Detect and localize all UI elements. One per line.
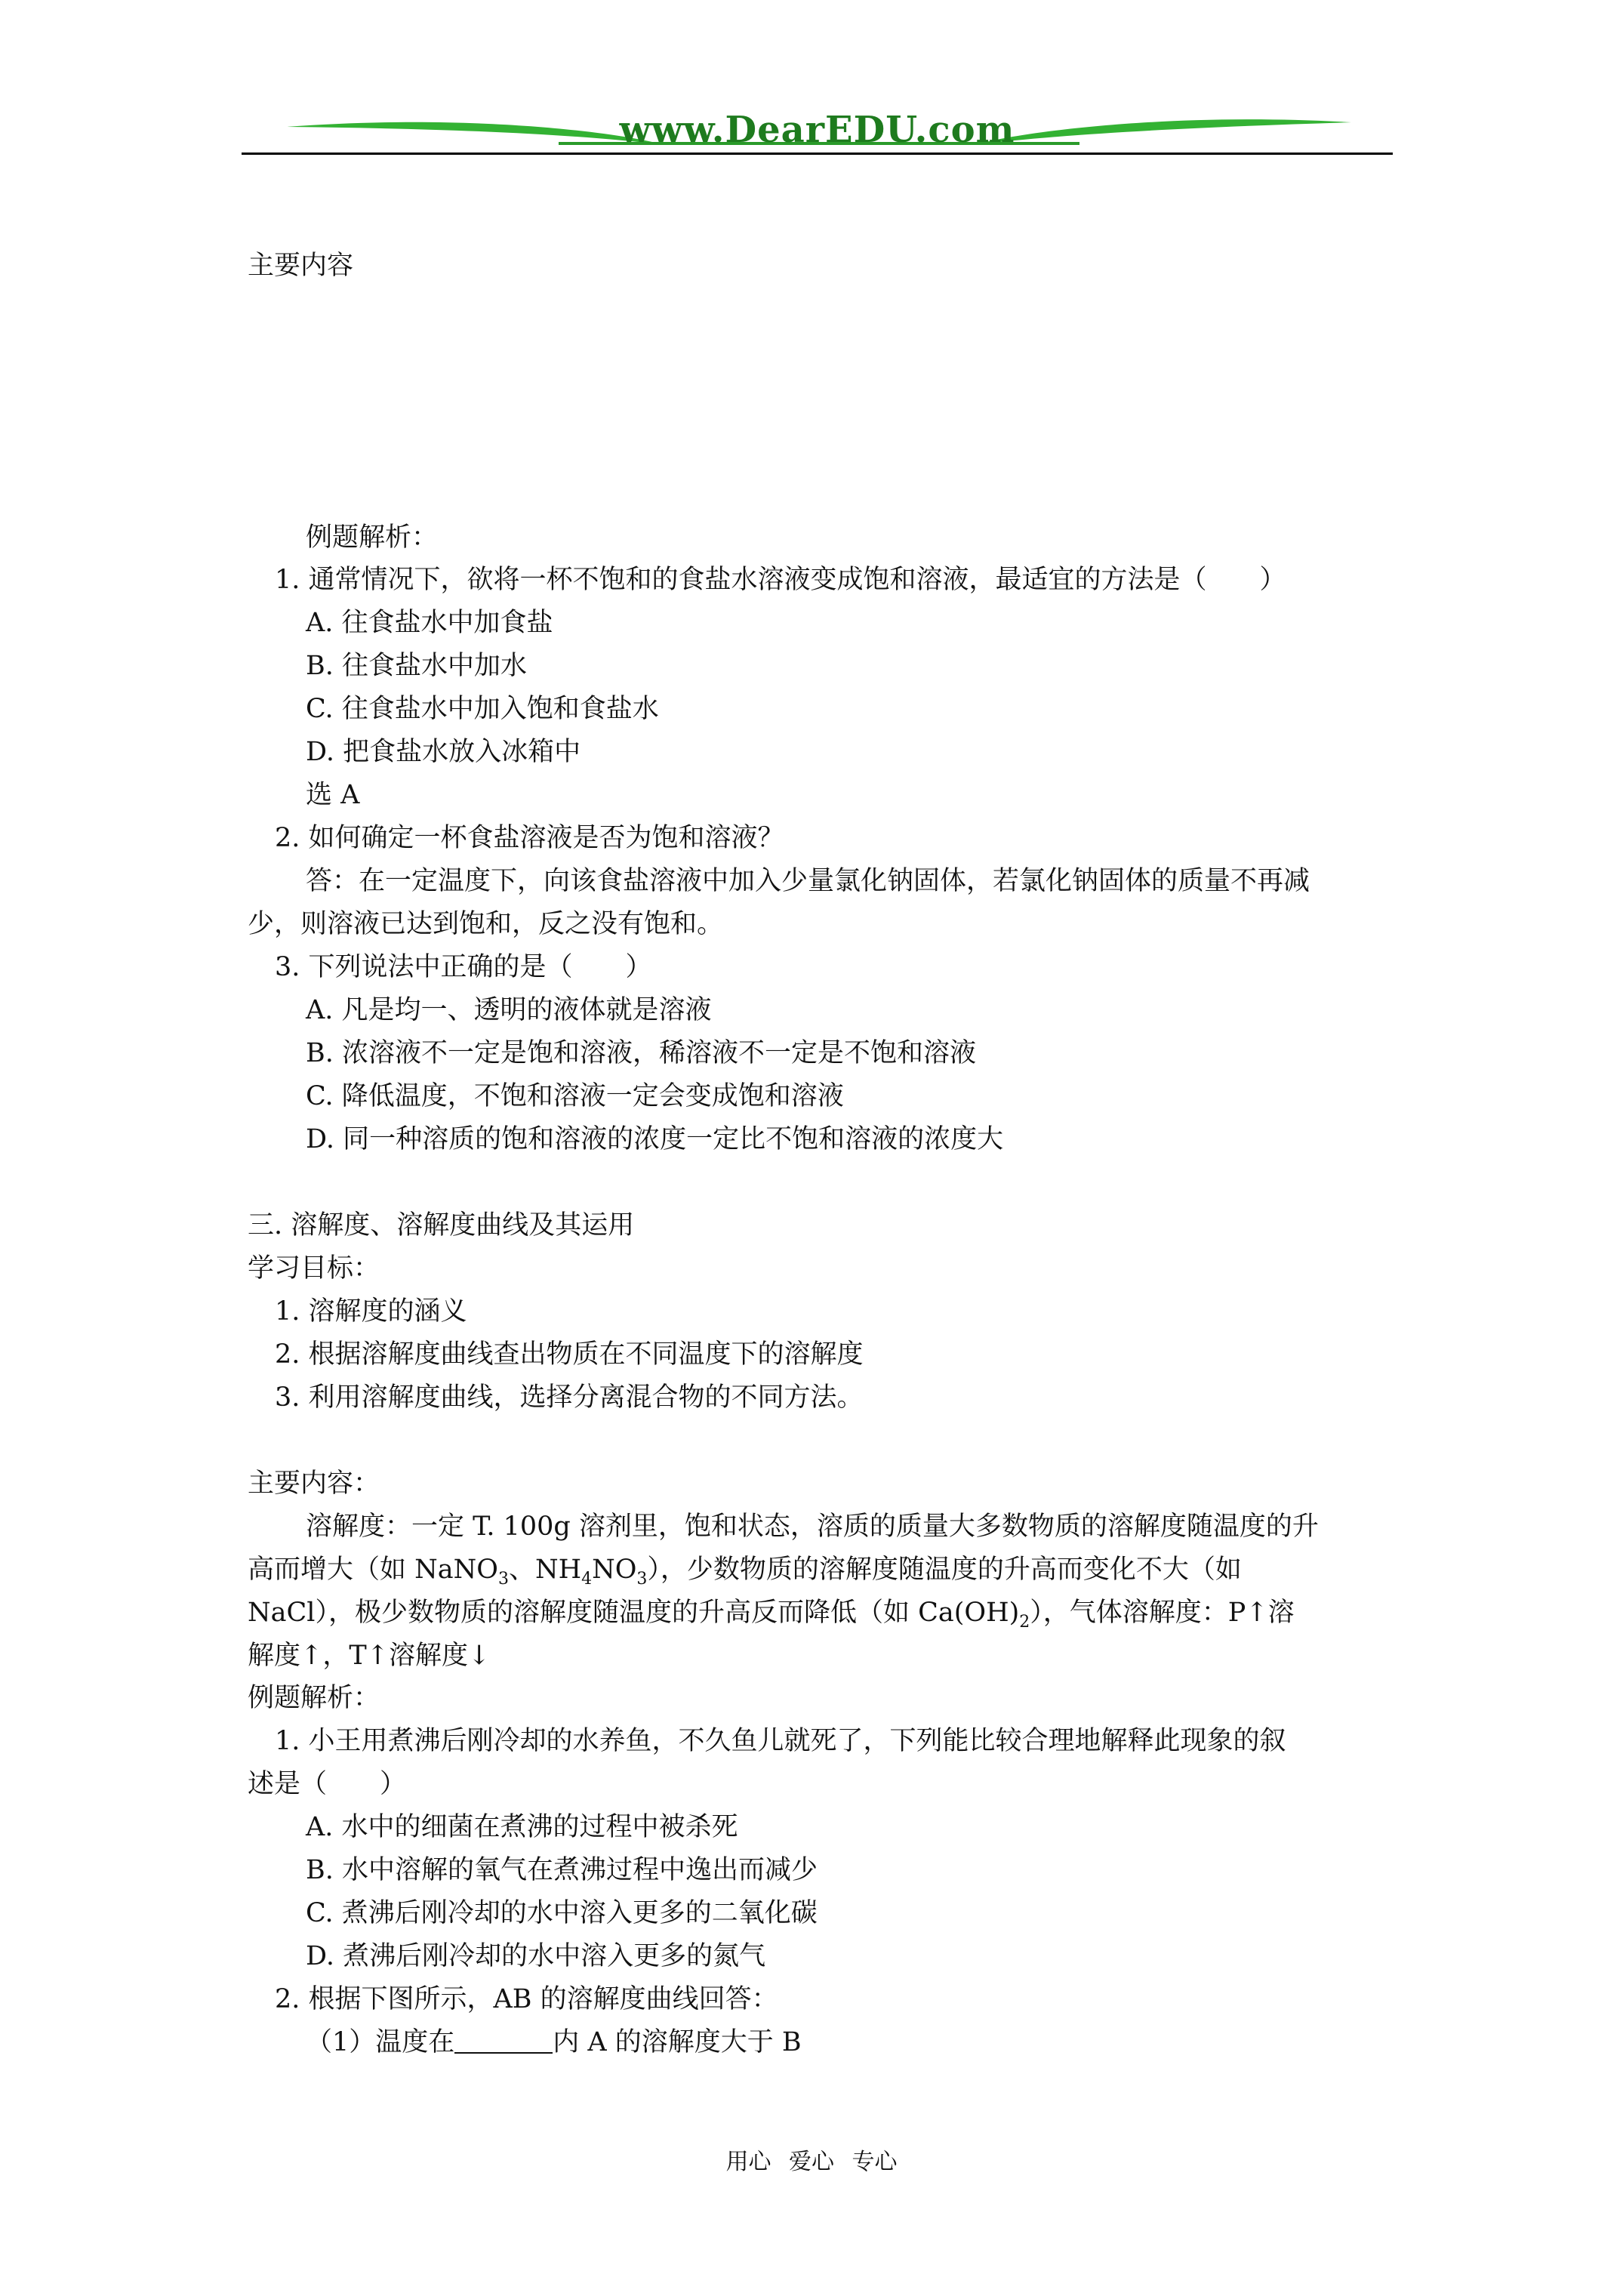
text-line: 答：在一定温度下，向该食盐溶液中加入少量氯化钠固体，若氯化钠固体的质量不再减: [306, 866, 1310, 896]
text-line: C. 往食盐水中加入饱和食盐水: [306, 694, 659, 724]
text-line: 主要内容：: [248, 1469, 380, 1499]
text-line: 述是（ ）: [248, 1769, 407, 1799]
site-logo-text: www.DearEDU.com: [619, 109, 1015, 151]
text-line: 例题解析：: [248, 1683, 380, 1713]
text-line: C. 降低温度，不饱和溶液一定会变成饱和溶液: [306, 1081, 844, 1111]
text-line: D. 把食盐水放入冰箱中: [306, 737, 581, 767]
header-rule: [242, 153, 1393, 155]
text-line: 高而增大（如 NaNO$_3$、$NH_4NO_3$），少数物质的溶解度随温度的升高而变化不大（如: [248, 1555, 1242, 1589]
fill-in-question: （1）温度在 内 A 的溶解度大于 B: [306, 2027, 802, 2057]
text-line: C. 煮沸后刚冷却的水中溶入更多的二氧化碳: [306, 1898, 818, 1928]
text-line: 2. 根据溶解度曲线查出物质在不同温度下的溶解度: [275, 1339, 864, 1370]
text-line: D. 煮沸后刚冷却的水中溶入更多的氮气: [306, 1941, 766, 1971]
text-line: 主要内容: [248, 251, 354, 281]
text-line: A. 凡是均一、透明的液体就是溶液: [306, 995, 712, 1025]
text-line: B. 浓溶液不一定是饱和溶液，稀溶液不一定是不饱和溶液: [306, 1038, 976, 1068]
text-line: 解度↑，T↑溶解度↓: [248, 1641, 491, 1671]
text-line: 例题解析：: [306, 522, 439, 553]
text-line: B. 往食盐水中加水: [306, 651, 527, 681]
text-line: D. 同一种溶质的饱和溶液的浓度一定比不饱和溶液的浓度大: [306, 1124, 1004, 1154]
page-footer: 用心 爱心 专心: [725, 2149, 898, 2175]
text-line: 三. 溶解度、溶解度曲线及其运用: [248, 1210, 635, 1240]
answer-blank[interactable]: [454, 2028, 553, 2054]
text-line: NaCl），极少数物质的溶解度随温度的升高反而降低（如 $Ca(OH)_2$），气体溶解度：P↑溶: [248, 1598, 1295, 1632]
text-line: 溶解度：一定 T. 100g 溶剂里，饱和状态，溶质的质量大多数物质的溶解度随温度的升: [306, 1512, 1319, 1542]
text-line: 1. 溶解度的涵义: [275, 1296, 467, 1327]
text-line: 3. 下列说法中正确的是（ ）: [275, 952, 652, 982]
text-line: 2. 如何确定一杯食盐溶液是否为饱和溶液？: [275, 823, 784, 853]
text-line: B. 水中溶解的氧气在煮沸过程中逸出而减少: [306, 1855, 818, 1885]
text-line: 选 A: [306, 780, 360, 810]
text-line: 3. 利用溶解度曲线，选择分离混合物的不同方法。: [275, 1382, 864, 1413]
text-line: A. 水中的细菌在煮沸的过程中被杀死: [306, 1812, 738, 1842]
text-line: 1. 通常情况下，欲将一杯不饱和的食盐水溶液变成饱和溶液，最适宜的方法是（ ）: [275, 565, 1286, 595]
text-line: 少，则溶液已达到饱和，反之没有饱和。: [248, 909, 724, 939]
text-line: 2. 根据下图所示，AB 的溶解度曲线回答：: [275, 1984, 778, 2014]
text-line: 学习目标：: [248, 1253, 380, 1284]
text-line: 1. 小王用煮沸后刚冷却的水养鱼，不久鱼儿就死了，下列能比较合理地解释此现象的叙: [275, 1726, 1286, 1756]
page-header: [242, 106, 1393, 159]
text-line: A. 往食盐水中加食盐: [306, 608, 553, 638]
